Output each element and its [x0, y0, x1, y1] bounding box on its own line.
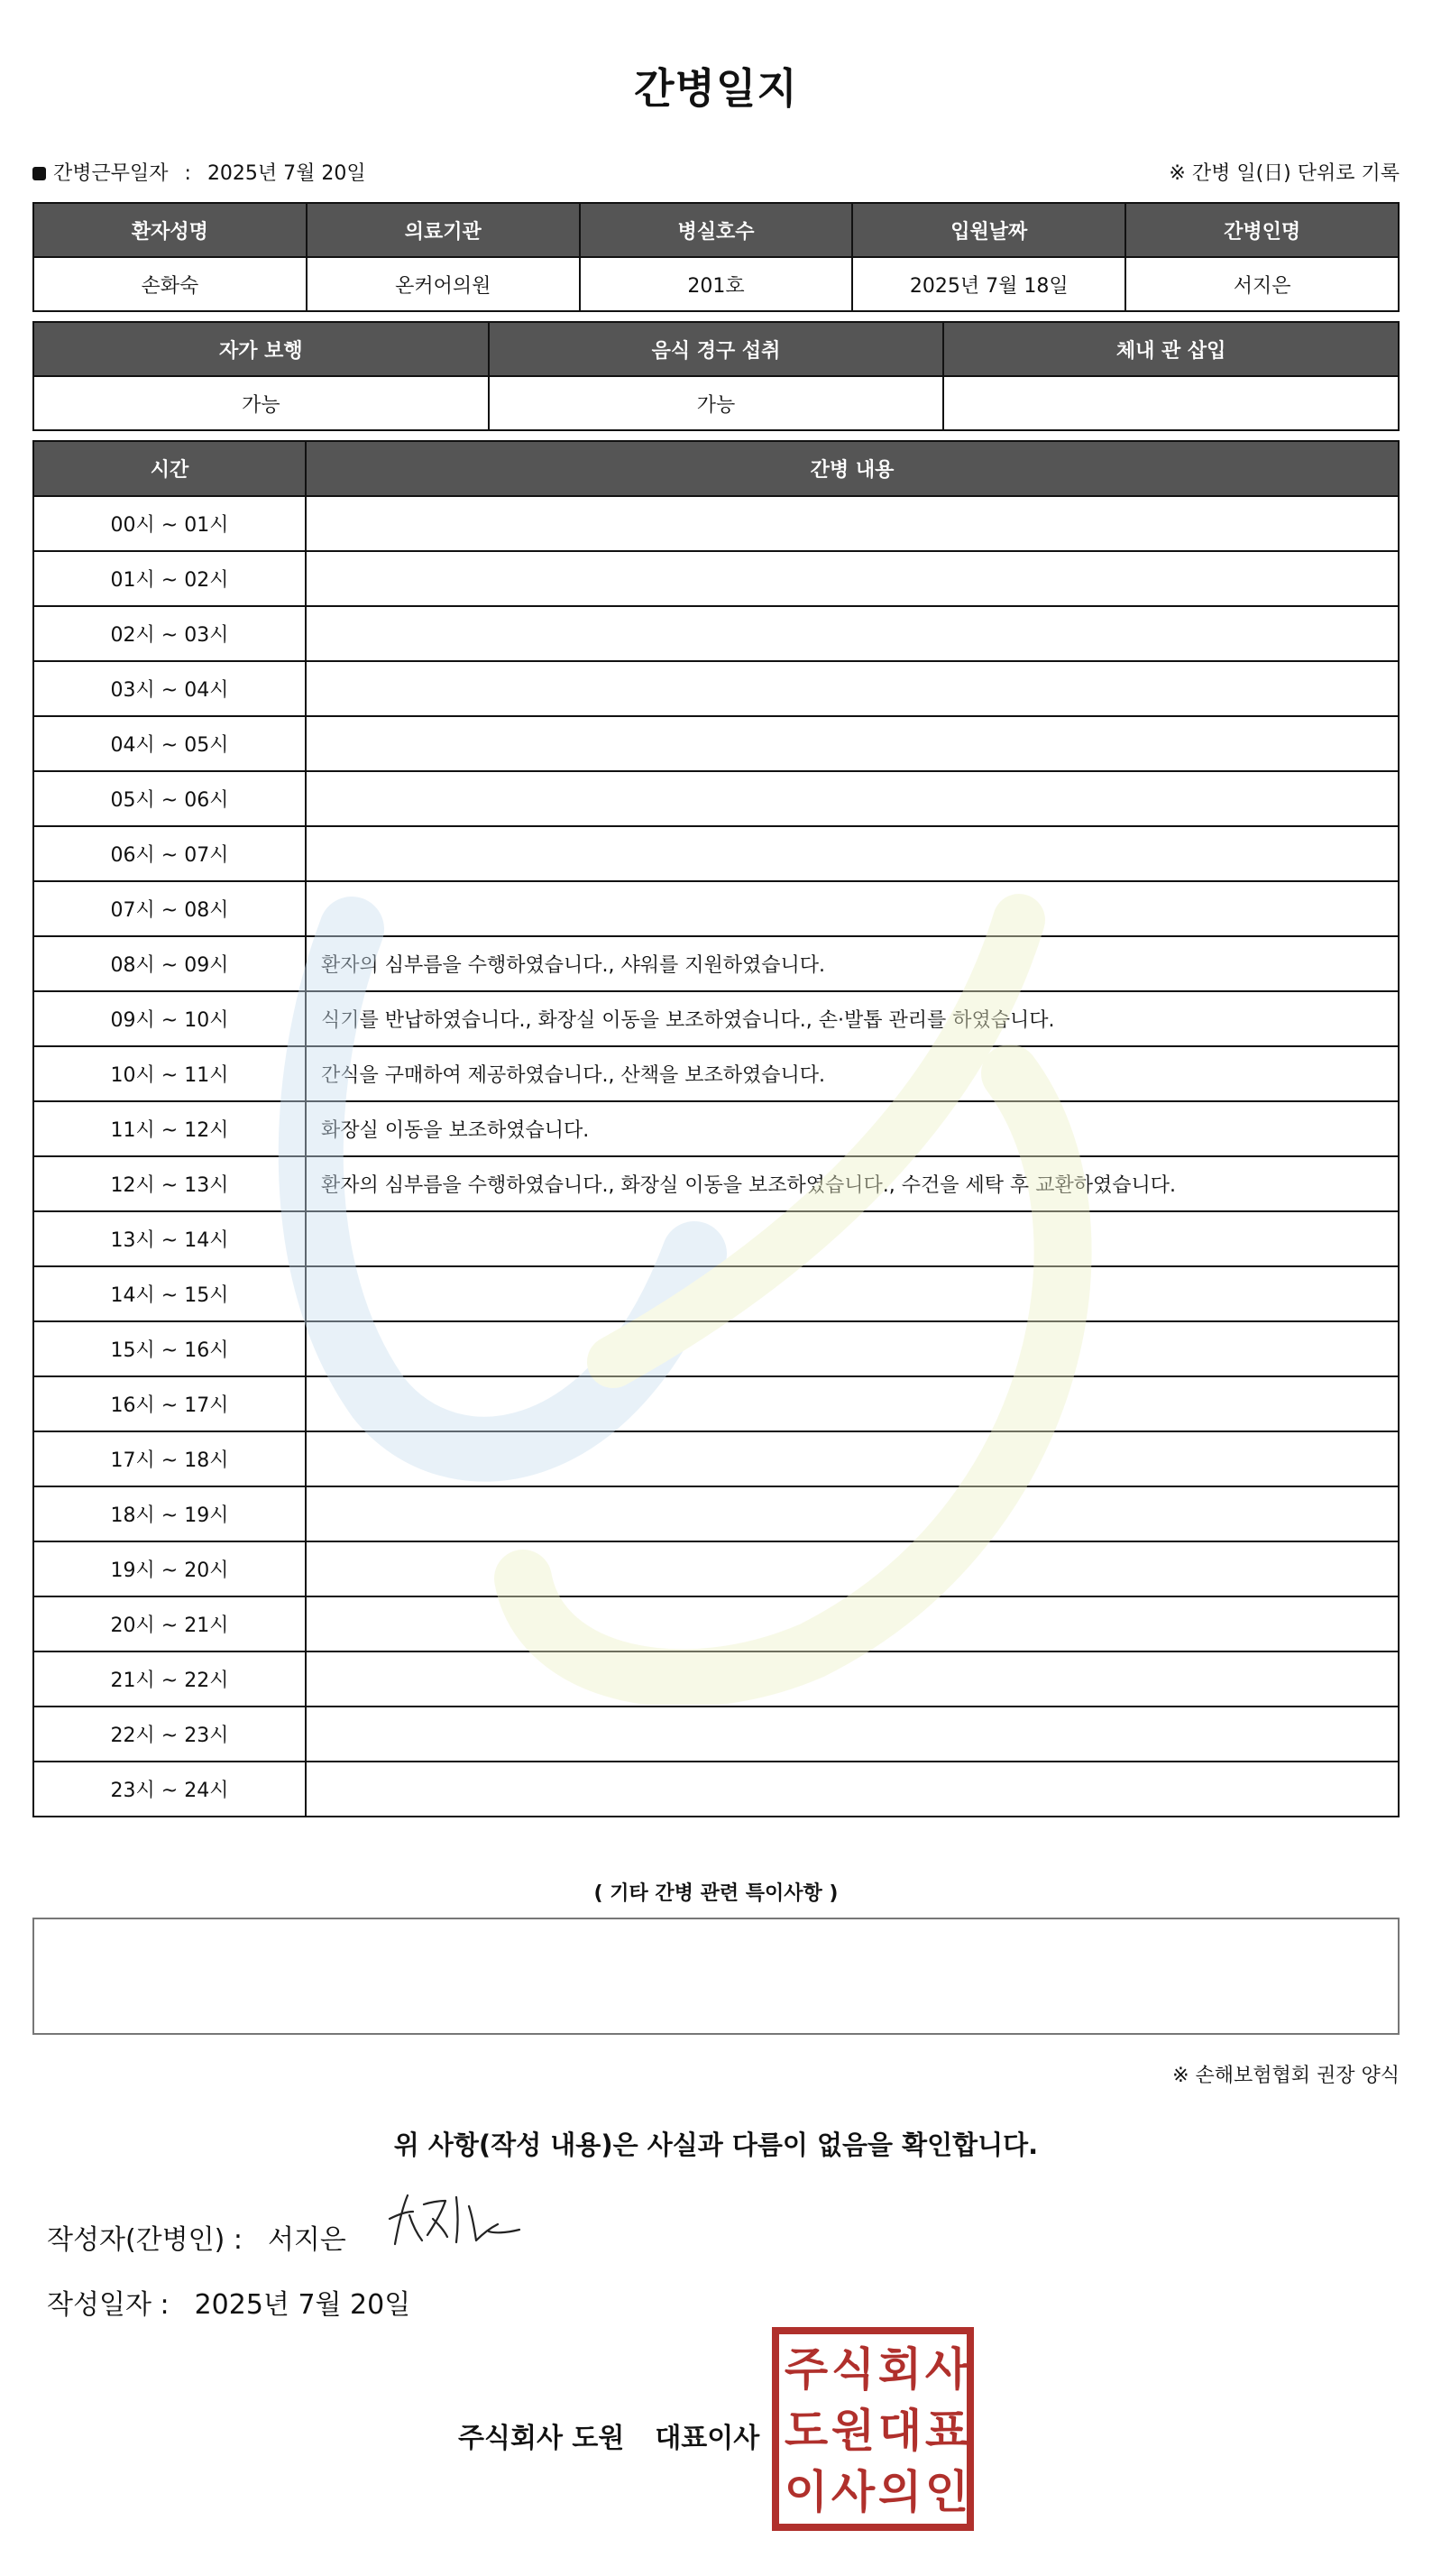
seal-glyph: 도 — [784, 2405, 829, 2457]
seal-glyph: 사 — [924, 2343, 969, 2396]
care-content — [306, 1266, 1399, 1321]
header-patient-name: 환자성명 — [33, 203, 307, 257]
table-row — [33, 551, 1399, 606]
written-date-label: 작성일자 : — [47, 2289, 170, 2321]
hospital-value: 온커어의원 — [307, 257, 580, 311]
header-care-content: 간병 내용 — [306, 441, 1399, 496]
time-slot: 05시 ~ 06시 — [33, 771, 306, 826]
table-row — [33, 1596, 1399, 1651]
seal-glyph: 사 — [831, 2466, 876, 2518]
seal-glyph: 주 — [784, 2343, 829, 2396]
table-row — [33, 1321, 1399, 1376]
time-slot: 09시 ~ 10시 — [33, 991, 306, 1046]
time-slot: 15시 ~ 16시 — [33, 1321, 306, 1376]
room-value: 201호 — [580, 257, 853, 311]
header-room: 병실호수 — [580, 203, 853, 257]
work-date-value: 2025년 7월 20일 — [207, 162, 366, 185]
time-slot: 16시 ~ 17시 — [33, 1376, 306, 1431]
company-line — [458, 2415, 759, 2455]
table-row — [33, 1266, 1399, 1321]
care-content: 환자의 심부름을 수행하였습니다., 샤워를 지원하였습니다. — [306, 936, 1399, 991]
header-hospital: 의료기관 — [307, 203, 580, 257]
time-slot: 18시 ~ 19시 — [33, 1486, 306, 1541]
work-date-label: 간병근무일자 — [53, 162, 169, 185]
square-bullet-icon — [32, 167, 46, 180]
seal-glyph: 인 — [924, 2466, 969, 2518]
care-content — [306, 1376, 1399, 1431]
header-admission-date: 입원날짜 — [852, 203, 1125, 257]
time-slot: 07시 ~ 08시 — [33, 881, 306, 936]
table-row — [33, 716, 1399, 771]
seal-glyph: 표 — [924, 2405, 969, 2457]
seal-glyph: 의 — [877, 2466, 923, 2518]
time-slot: 19시 ~ 20시 — [33, 1541, 306, 1596]
work-date-colon: : — [184, 162, 191, 185]
written-date-value: 2025년 7월 20일 — [194, 2289, 411, 2321]
writer-name: 서지은 — [267, 2224, 346, 2256]
header-oral-intake: 음식 경구 섭취 — [489, 322, 944, 376]
table-row — [33, 1156, 1399, 1211]
patient-name-value: 손화숙 — [33, 257, 307, 311]
table-row — [33, 1211, 1399, 1266]
time-slot: 01시 ~ 02시 — [33, 551, 306, 606]
written-date-line — [47, 2282, 410, 2322]
record-unit-note: ※ 간병 일(日) 단위로 기록 — [1169, 162, 1400, 185]
time-slot: 06시 ~ 07시 — [33, 826, 306, 881]
seal-glyph: 식 — [831, 2343, 876, 2396]
tube-insertion-value — [943, 376, 1399, 430]
care-content — [306, 881, 1399, 936]
seal-glyph: 원 — [831, 2405, 876, 2457]
table-row — [33, 1431, 1399, 1486]
care-log-table — [32, 440, 1400, 1817]
time-slot: 22시 ~ 23시 — [33, 1707, 306, 1762]
oral-intake-value: 가능 — [489, 376, 944, 430]
page-title: 간병일지 — [634, 64, 798, 113]
care-content — [306, 1651, 1399, 1707]
time-slot: 21시 ~ 22시 — [33, 1651, 306, 1707]
table-row — [33, 1651, 1399, 1707]
table-row — [33, 826, 1399, 881]
care-content — [306, 1596, 1399, 1651]
time-slot: 20시 ~ 21시 — [33, 1596, 306, 1651]
table-row — [33, 1046, 1399, 1101]
time-slot: 23시 ~ 24시 — [33, 1762, 306, 1817]
caregiver-value: 서지은 — [1125, 257, 1399, 311]
table-row — [33, 991, 1399, 1046]
care-content — [306, 716, 1399, 771]
table-row — [33, 1376, 1399, 1431]
header-time: 시간 — [33, 441, 306, 496]
time-slot: 04시 ~ 05시 — [33, 716, 306, 771]
table-row — [33, 1486, 1399, 1541]
table-row — [33, 496, 1399, 551]
care-content — [306, 606, 1399, 661]
admission-date-value: 2025년 7월 18일 — [852, 257, 1125, 311]
table-row — [33, 771, 1399, 826]
ceo-title: 대표이사 — [655, 2423, 760, 2454]
care-content — [306, 1211, 1399, 1266]
time-slot: 08시 ~ 09시 — [33, 936, 306, 991]
table-row — [33, 1762, 1399, 1817]
table-row — [33, 936, 1399, 991]
patient-info-table — [32, 202, 1400, 312]
time-slot: 13시 ~ 14시 — [33, 1211, 306, 1266]
self-walking-value: 가능 — [33, 376, 489, 430]
handwritten-signature-icon — [382, 2188, 527, 2253]
time-slot: 10시 ~ 11시 — [33, 1046, 306, 1101]
care-content — [306, 1541, 1399, 1596]
care-content — [306, 1762, 1399, 1817]
company-seal-icon — [772, 2327, 974, 2531]
time-slot: 02시 ~ 03시 — [33, 606, 306, 661]
care-content: 식기를 반납하였습니다., 화장실 이동을 보조하였습니다., 손·발톱 관리를 하였습니다. — [306, 991, 1399, 1046]
remarks-box — [32, 1918, 1400, 2035]
table-row — [33, 661, 1399, 716]
seal-glyph: 이 — [784, 2466, 829, 2518]
time-slot: 11시 ~ 12시 — [33, 1101, 306, 1156]
care-content — [306, 771, 1399, 826]
time-slot: 00시 ~ 01시 — [33, 496, 306, 551]
care-content: 환자의 심부름을 수행하였습니다., 화장실 이동을 보조하였습니다., 수건을 세탁 후 교환하였습니다. — [306, 1156, 1399, 1211]
seal-glyph: 대 — [877, 2405, 923, 2457]
care-content — [306, 1486, 1399, 1541]
care-content — [306, 1321, 1399, 1376]
table-row — [33, 1707, 1399, 1762]
seal-glyph: 회 — [877, 2343, 923, 2396]
care-content — [306, 1431, 1399, 1486]
patient-status-table — [32, 321, 1400, 431]
care-content — [306, 826, 1399, 881]
remarks-title: ( 기타 간병 관련 특이사항 ) — [593, 1882, 839, 1905]
care-content: 화장실 이동을 보조하였습니다. — [306, 1101, 1399, 1156]
work-date-line — [32, 158, 366, 186]
header-self-walking: 자가 보행 — [33, 322, 489, 376]
care-content — [306, 551, 1399, 606]
writer-label: 작성자(간병인) : — [47, 2224, 243, 2256]
care-content — [306, 1707, 1399, 1762]
form-source-note: ※ 손해보험협회 권장 양식 — [1172, 2065, 1400, 2087]
care-content — [306, 496, 1399, 551]
table-row — [33, 881, 1399, 936]
header-tube-insertion: 체내 관 삽입 — [943, 322, 1399, 376]
table-row — [33, 606, 1399, 661]
header-caregiver: 간병인명 — [1125, 203, 1399, 257]
company-name: 주식회사 도원 — [458, 2423, 625, 2454]
time-slot: 17시 ~ 18시 — [33, 1431, 306, 1486]
table-row — [33, 1101, 1399, 1156]
time-slot: 14시 ~ 15시 — [33, 1266, 306, 1321]
table-row — [33, 1541, 1399, 1596]
care-content — [306, 661, 1399, 716]
time-slot: 12시 ~ 13시 — [33, 1156, 306, 1211]
writer-line — [47, 2217, 346, 2257]
time-slot: 03시 ~ 04시 — [33, 661, 306, 716]
confirmation-statement: 위 사항(작성 내용)은 사실과 다름이 없음을 확인합니다. — [393, 2130, 1039, 2160]
care-content: 간식을 구매하여 제공하였습니다., 산책을 보조하였습니다. — [306, 1046, 1399, 1101]
